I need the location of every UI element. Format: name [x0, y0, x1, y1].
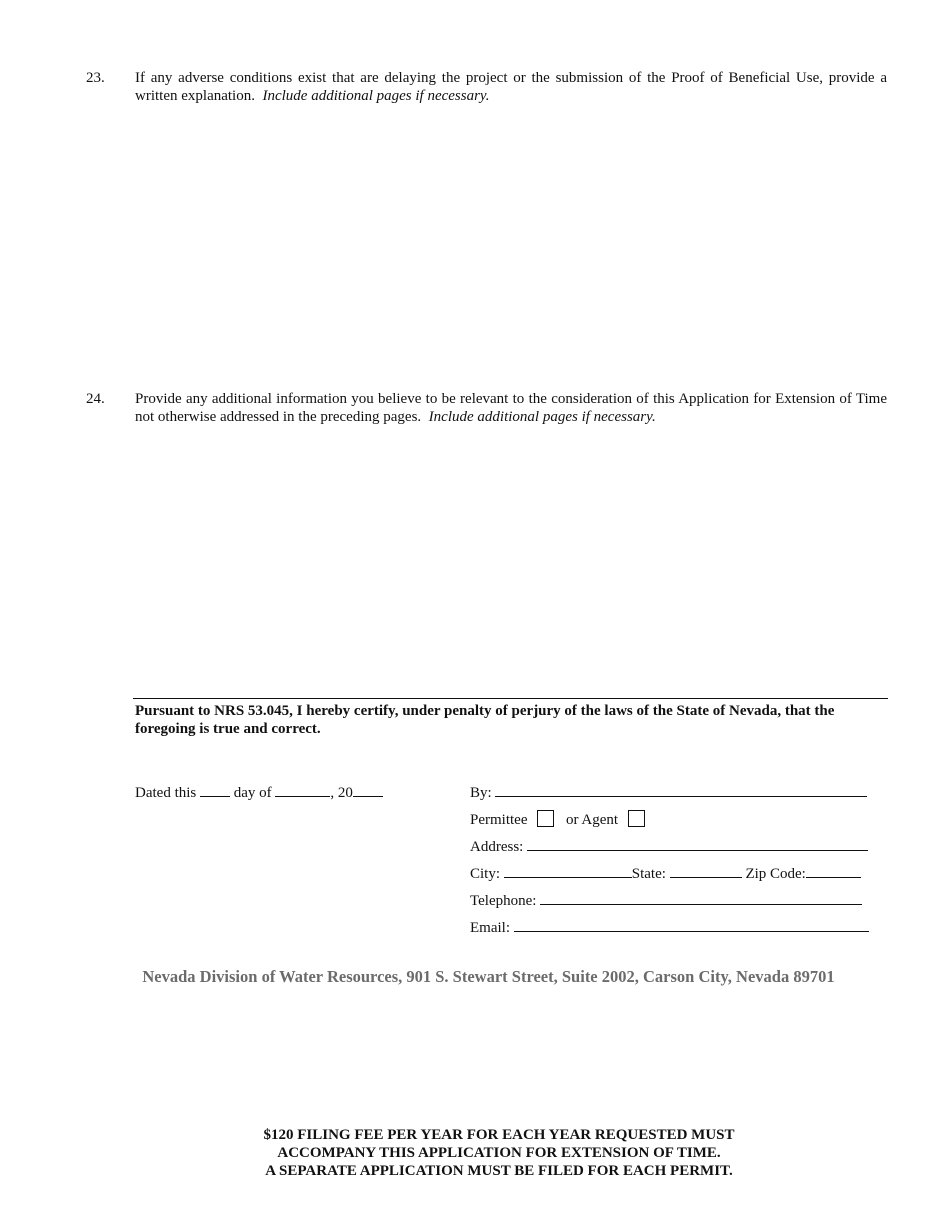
question-text: [135, 69, 887, 105]
agent-checkbox[interactable]: [628, 810, 645, 827]
state-field[interactable]: [670, 864, 742, 878]
city-label: City:: [470, 866, 501, 882]
question-note: Include additional pages if necessary.: [428, 409, 656, 425]
question-body: Provide any additional information you believe to be relevant to the consideration of this Application for Extension of Time not otherwise addressed in the preceding pages.: [135, 391, 887, 425]
certification-divider: [133, 698, 888, 699]
day-field[interactable]: [200, 783, 230, 797]
telephone-line: [470, 891, 862, 910]
zip-field[interactable]: [806, 864, 861, 878]
agent-label: or Agent: [565, 812, 619, 828]
question-text: [135, 390, 887, 426]
dated-line: [135, 783, 383, 802]
fee-notice-line: A SEPARATE APPLICATION MUST BE FILED FOR EACH PERMIT.: [265, 1163, 733, 1179]
email-line: [470, 918, 869, 937]
address-field[interactable]: [527, 837, 868, 851]
by-line: [470, 783, 867, 802]
fee-notice: [0, 1126, 950, 1180]
question-note: Include additional pages if necessary.: [262, 88, 490, 104]
month-field[interactable]: [275, 783, 330, 797]
city-field[interactable]: [504, 864, 632, 878]
day-of-label: day of: [233, 785, 272, 801]
permittee-checkbox[interactable]: [537, 810, 554, 827]
year-label: , 20: [330, 785, 353, 801]
zip-label: Zip Code:: [745, 866, 806, 882]
telephone-field[interactable]: [540, 891, 862, 905]
fee-notice-line: $120 FILING FEE PER YEAR FOR EACH YEAR REQUESTED MUST: [263, 1127, 735, 1143]
signature-field[interactable]: [495, 783, 867, 797]
email-field[interactable]: [514, 918, 869, 932]
email-label: Email:: [470, 920, 510, 936]
address-line: [470, 837, 868, 856]
question-number: 24.: [86, 391, 105, 407]
fee-notice-line: ACCOMPANY THIS APPLICATION FOR EXTENSION OF TIME.: [277, 1145, 721, 1161]
agency-address: Nevada Division of Water Resources, 901 S. Stewart Street, Suite 2002, Carson City, Nevada 89701: [142, 967, 835, 986]
certification-statement: Pursuant to NRS 53.045, I hereby certify, under penalty of perjury of the laws of the State of Nevada, that the foregoing is true and correct.: [135, 703, 835, 737]
permittee-label: Permittee: [470, 812, 528, 828]
by-label: By:: [470, 785, 492, 801]
state-label: State:: [631, 866, 666, 882]
dated-label: Dated this: [135, 785, 197, 801]
city-state-zip-line: [470, 864, 861, 883]
telephone-label: Telephone:: [470, 893, 537, 909]
question-body: If any adverse conditions exist that are delaying the project or the submission of the Proof of Beneficial Use, provide a written explanation.: [135, 70, 887, 104]
permittee-agent-line: [470, 810, 645, 829]
question-number: 23.: [86, 70, 105, 86]
year-field[interactable]: [353, 783, 383, 797]
address-label: Address:: [470, 839, 524, 855]
